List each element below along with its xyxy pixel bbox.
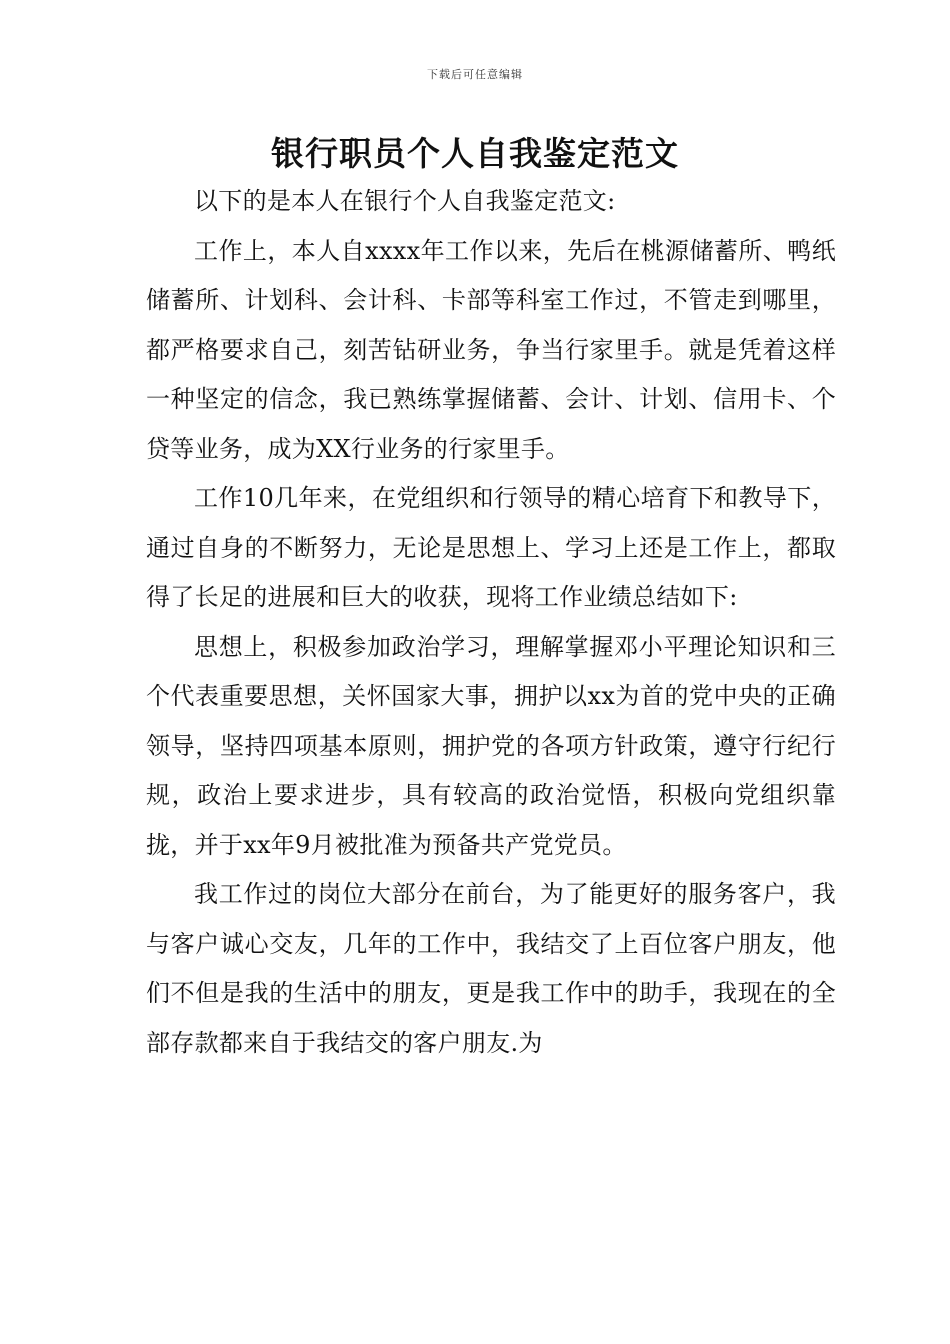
header-note: 下载后可任意编辑 [427,68,523,81]
document-body [146,177,836,1068]
paragraph-work-experience: 工作上，本人自xxxx年工作以来，先后在桃源储蓄所、鸭纸储蓄所、计划科、会计科、卡部等科室工作过，不管走到哪里，都严格要求自己，刻苦钻研业务，争当行家里手。就是凭着这样一种坚定的信念，我已熟练掌握储蓄、会计、计划、信用卡、个贷等业务，成为XX行业务的行家里手。 [146,236,836,463]
paragraph-summary-intro: 工作10几年来，在党组织和行领导的精心培育下和教导下，通过自身的不断努力，无论是思想上、学习上还是工作上，都取得了长足的进展和巨大的收获，现将工作业绩总结如下: [146,484,836,611]
paragraph-intro: 以下的是本人在银行个人自我鉴定范文: [194,187,616,215]
paragraph-customer-service: 我工作过的岗位大部分在前台，为了能更好的服务客户，我与客户诚心交友，几年的工作中，我结交了上百位客户朋友，他们不但是我的生活中的朋友，更是我工作中的助手，我现在的全部存款都来自于我结交的客户朋友.为 [146,880,836,1057]
paragraph-ideology: 思想上，积极参加政治学习，理解掌握邓小平理论知识和三个代表重要思想，关怀国家大事，拥护以xx为首的党中央的正确领导，坚持四项基本原则，拥护党的各项方针政策，遵守行纪行规，政治上要求进步，具有较高的政治觉悟，积极向党组织靠拢，并于xx年9月被批准为预备共产党党员。 [146,632,836,859]
document-title: 银行职员个人自我鉴定范文 [271,134,679,173]
